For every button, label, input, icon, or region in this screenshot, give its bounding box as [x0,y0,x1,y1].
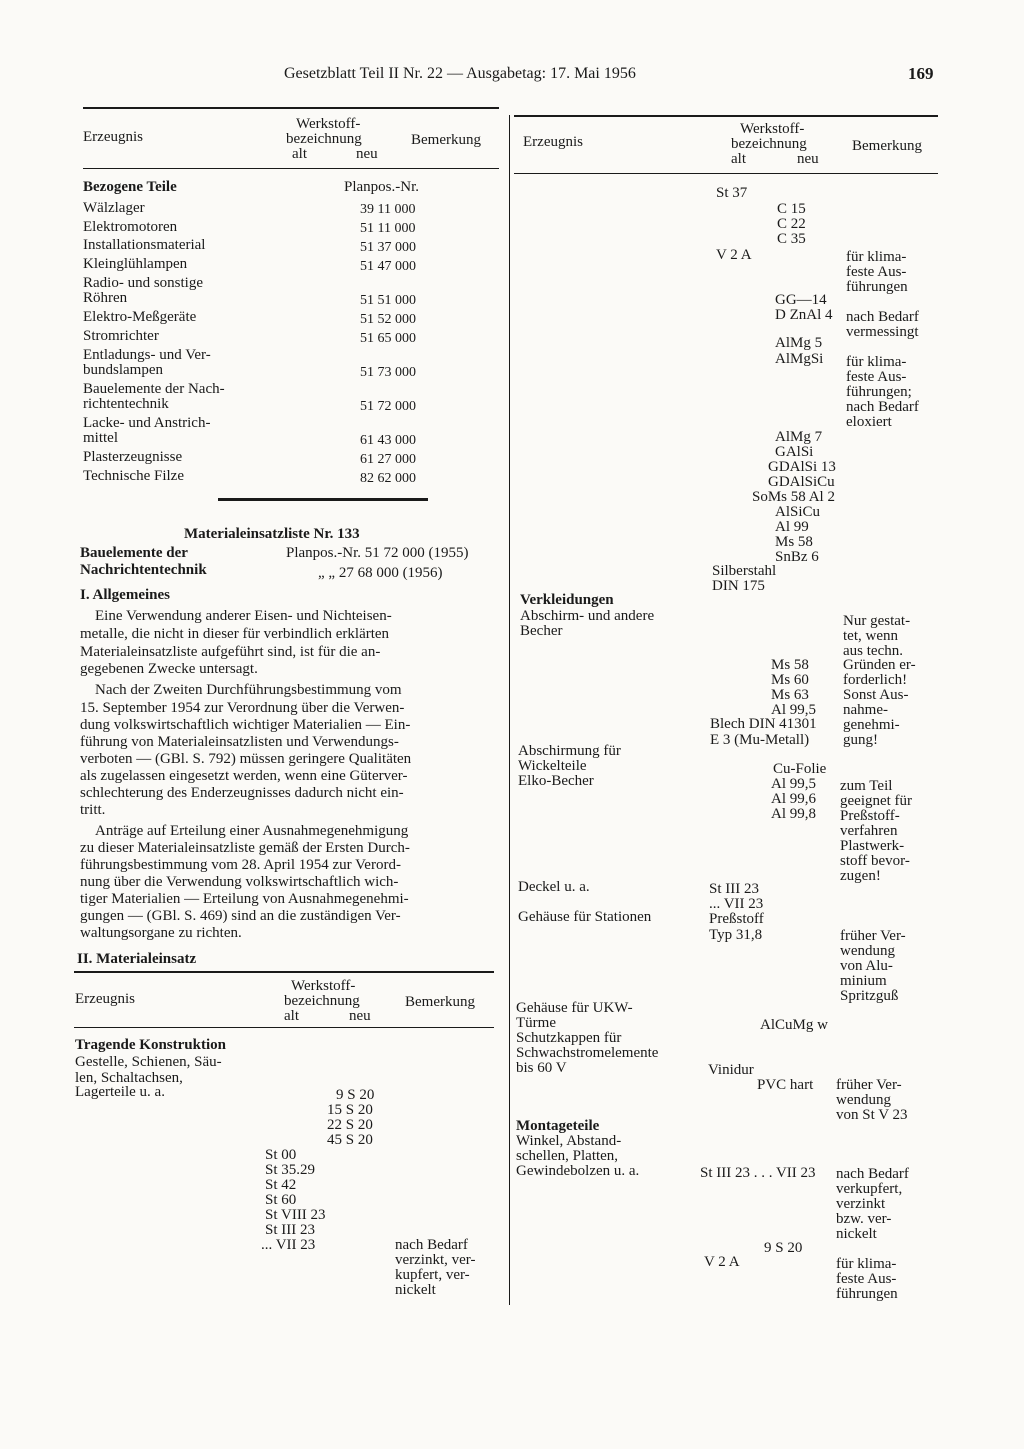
material-neu: SoMs 58 Al 2 [752,489,835,505]
remark-line: eloxiert [846,414,892,430]
mel-subtitle-2: Nachrichtentechnik [80,562,207,578]
material-neu: AlMg 5 [775,335,823,351]
mel-title: Materialeinsatzliste Nr. 133 [184,526,360,542]
para-line: führung von Materialeinsatzlisten und Verwendungs- [80,734,399,750]
remark-line: früher Ver- [840,928,906,944]
material-alt: V 2 A [716,247,752,263]
remark-line: stoff bevor- [840,853,910,869]
material-neu: 45 S 20 [327,1132,373,1148]
remark-line: von St V 23 [836,1107,908,1123]
list-item: Gehäuse für Stationen [518,909,652,925]
list-item: mittel [83,430,118,446]
remark-line: früher Ver- [836,1077,902,1093]
list-item: Röhren [83,290,128,306]
remark-line: nach Bedarf [395,1237,468,1253]
remark-line: für klima- [836,1256,897,1272]
material-neu: Ms 63 [771,687,809,703]
material-alt: Preßstoff [709,911,764,927]
list-item: Lacke- und Anstrich- [83,415,211,431]
material-alt: ... VII 23 [261,1237,316,1253]
material-neu: SnBz 6 [775,549,819,565]
remark-line: genehmi- [843,717,900,733]
planpos-number: 39 11 000 [360,202,416,217]
remark-line: feste Aus- [846,369,907,385]
col-head-bemerkung: Bemerkung [405,994,475,1010]
remark-line: Gründen er- [843,657,916,673]
remark-line: feste Aus- [836,1271,897,1287]
remark-line: Spritzguß [840,988,899,1004]
remark-line: minium [840,973,887,989]
material-alt: St 60 [265,1192,297,1208]
remark-line: Sonst Aus- [843,687,909,703]
planpos-number: 51 51 000 [360,293,416,308]
section-bezogene-teile: Bezogene Teile [83,179,177,195]
remark-line: zum Teil [840,778,893,794]
list-item: richtentechnik [83,396,169,412]
remark-line: wendung [840,943,895,959]
material-alt: St VIII 23 [265,1207,326,1223]
remark-line: zugen! [840,868,881,884]
list-item: Radio- und sonstige [83,275,203,291]
material-neu: C 35 [777,231,806,247]
remark-line: nach Bedarf [836,1166,909,1182]
table-top-rule [514,115,938,117]
remark-line: aus techn. [843,643,903,659]
material-alt: St III 23 [709,881,759,897]
planpos-number: 51 47 000 [360,259,416,274]
list-item: Türme [516,1015,556,1031]
remark-line: führungen [846,279,908,295]
remark-line: nickelt [395,1282,436,1298]
para-line: verboten — (GBl. S. 792) müssen geringere Qualitäten [80,751,412,767]
remark-line: von Alu- [840,958,893,974]
col-head-alt: alt [731,151,746,167]
material-neu: Al 99 [775,519,809,535]
section-materialeinsatz: II. Materialeinsatz [77,951,197,967]
material-neu: 9 S 20 [336,1087,375,1103]
remark-line: Nur gestat- [843,613,911,629]
table-header-rule [74,1027,494,1028]
material-neu: GDAlSiCu [768,474,835,490]
para-line: nung über die Verwendung volkswirtschaftlich wich- [80,874,399,890]
material-alt: V 2 A [704,1254,740,1270]
material-alt: St III 23 . . . VII 23 [700,1165,816,1181]
list-item: Gestelle, Schienen, Säu- [75,1054,222,1070]
para-line: gungen — (GBl. S. 469) sind an die zuständigen Ver- [80,908,401,924]
section-divider [218,498,428,501]
material-neu: AlMgSi [775,351,824,367]
material-neu: 15 S 20 [327,1102,373,1118]
list-item: schellen, Platten, [516,1148,619,1164]
material-neu: C 15 [777,201,806,217]
planpos-number: 51 37 000 [360,240,416,255]
material-neu: GDAlSi 13 [768,459,836,475]
remark-line: forderlich! [843,672,908,688]
material-alt: Vinidur [708,1062,754,1078]
remark-line: für klima- [846,249,907,265]
list-item: Schwachstromelemente [516,1045,659,1061]
list-item: Elektro-Meßgeräte [83,309,197,325]
material-alt: DIN 175 [712,578,765,594]
planpos-number: 51 65 000 [360,331,416,346]
para-line: waltungsorgane zu richten. [80,925,242,941]
remark-line: nach Bedarf [846,399,919,415]
list-item: Wickelteile [518,758,587,774]
remark-line: verzinkt [836,1196,886,1212]
planpos-number: 51 11 000 [360,221,416,236]
material-alt: St 35.29 [265,1162,316,1178]
list-item: Becher [520,623,563,639]
para-line: dung volkswirtschaftlich wichtiger Materialien — Ein- [80,717,411,733]
remark-line: nach Bedarf [846,309,919,325]
section-verkleidungen: Verkleidungen [520,592,614,608]
material-neu: Ms 60 [771,672,809,688]
planpos-number: 61 27 000 [360,452,416,467]
col-head-werkstoff: Werkstoff- [296,116,361,132]
planpos-number: 51 73 000 [360,365,416,380]
material-neu: AlCuMg w [760,1017,828,1033]
list-item: Gewindebolzen u. a. [516,1163,640,1179]
col-head-werkstoff: Werkstoff- [291,978,356,994]
planpos-number: 51 52 000 [360,312,416,327]
para-line: Anträge auf Erteilung einer Ausnahmegenehmigung [95,823,409,839]
mel-ref-1: Planpos.-Nr. 51 72 000 (1955) [286,545,469,561]
table-header-rule [514,173,938,174]
remark-line: vermessingt [846,324,919,340]
material-neu: PVC hart [757,1077,814,1093]
material-neu: GAlSi [775,444,814,460]
remark-line: verkupfert, [836,1181,903,1197]
material-neu: D ZnAl 4 [775,307,833,323]
material-alt: Typ 31,8 [709,927,763,943]
material-alt: St III 23 [265,1222,315,1238]
list-item: Bauelemente der Nach- [83,381,225,397]
col-head-erzeugnis: Erzeugnis [83,129,143,145]
material-neu: Al 99,5 [771,702,816,718]
para-line: Nach der Zweiten Durchführungsbestimmung vom [95,682,402,698]
material-alt: E 3 (Mu-Metall) [710,732,810,748]
section-tragende-konstruktion: Tragende Konstruktion [75,1037,226,1053]
remark-line: Preßstoff- [840,808,900,824]
para-line: schlechterung des Enderzeugnisses dadurch nicht ein- [80,785,404,801]
planpos-number: 51 72 000 [360,399,416,414]
list-item: Abschirm- und andere [520,608,655,624]
page-number: 169 [908,64,934,83]
material-neu: Ms 58 [775,534,813,550]
col-head-bezeichnung: bezeichnung [286,131,362,147]
material-alt: St 00 [265,1147,297,1163]
col-head-werkstoff: Werkstoff- [740,121,805,137]
col-head-alt: alt [292,146,307,162]
list-item: Wälzlager [83,200,145,216]
list-item: Deckel u. a. [518,879,590,895]
remark-line: gung! [843,732,878,748]
list-item: Plasterzeugnisse [83,449,183,465]
remark-line: kupfert, ver- [395,1267,470,1283]
table-top-rule [83,107,499,109]
remark-line: verfahren [840,823,898,839]
remark-line: Plastwerk- [840,838,905,854]
list-item: bundslampen [83,362,163,378]
list-item: Entladungs- und Ver- [83,347,211,363]
remark-line: nahme- [843,702,888,718]
para-line: als zugelassen eingesetzt werden, wenn eine Güterver- [80,768,408,784]
table-top-rule [74,971,494,973]
material-neu: Ms 58 [771,657,809,673]
list-item: Lagerteile u. a. [75,1084,165,1100]
remark-line: führungen; [846,384,912,400]
material-alt: Blech DIN 41301 [710,716,817,732]
material-alt: ... VII 23 [709,896,764,912]
mel-ref-2: „ „ 27 68 000 (1956) [318,565,443,581]
material-neu: 9 S 20 [764,1240,803,1256]
material-neu: C 22 [777,216,806,232]
col-head-erzeugnis: Erzeugnis [523,134,583,150]
material-neu: Al 99,5 [771,776,816,792]
para-line: gegebenen Zwecke untersagt. [80,661,258,677]
material-neu: Al 99,6 [771,791,816,807]
planpos-number: 82 62 000 [360,471,416,486]
section-montageteile: Montageteile [516,1118,600,1134]
remark-line: geeignet für [840,793,913,809]
list-item: Kleinglühlampen [83,256,188,272]
remark-line: wendung [836,1092,891,1108]
col-head-bezeichnung: bezeichnung [731,136,807,152]
remark-line: feste Aus- [846,264,907,280]
page-header-title: Gesetzblatt Teil II Nr. 22 — Ausgabetag: 17. Mai 1956 [284,65,636,82]
remark-line: für klima- [846,354,907,370]
table-header-rule [83,168,499,169]
para-line: führungsbestimmung vom 28. April 1954 zur Verord- [80,857,401,873]
list-item: Abschirmung für [518,743,621,759]
list-item: Elektromotoren [83,219,178,235]
planpos-number: 61 43 000 [360,433,416,448]
list-item: Installationsmaterial [83,237,206,253]
remark-line: tet, wenn [843,628,898,644]
para-line: tiger Materialien — Erteilung von Ausnahmegenehmi- [80,891,409,907]
material-alt: St 37 [716,185,748,201]
para-line: tritt. [80,802,106,818]
list-item: Stromrichter [83,328,159,344]
material-neu: GG—14 [775,292,827,308]
col-head-neu: neu [356,146,378,162]
para-line: Eine Verwendung anderer Eisen- und Nichteisen- [95,608,392,624]
column-divider [509,115,510,1305]
material-neu: AlMg 7 [775,429,823,445]
list-item: Technische Filze [83,468,184,484]
material-neu: 22 S 20 [327,1117,373,1133]
list-item: len, Schaltachsen, [75,1070,183,1086]
col-head-alt: alt [284,1008,299,1024]
remark-line: führungen [836,1286,898,1302]
para-line: metalle, die nicht in dieser für verbindlich erklärten [80,626,390,642]
col-head-bemerkung: Bemerkung [411,132,481,148]
section-allgemeines: I. Allgemeines [80,587,170,603]
list-item: Elko-Becher [518,773,594,789]
remark-line: verzinkt, ver- [395,1252,476,1268]
list-item: bis 60 V [516,1060,567,1076]
col-head-neu: neu [797,151,819,167]
list-item: Winkel, Abstand- [516,1133,622,1149]
planpos-label: Planpos.-Nr. [344,179,419,195]
material-neu: Al 99,8 [771,806,816,822]
col-head-bezeichnung: bezeichnung [284,993,360,1009]
remark-line: nickelt [836,1226,877,1242]
list-item: Schutzkappen für [516,1030,622,1046]
para-line: Materialeinsatzliste aufgeführt sind, ist für die an- [80,644,381,660]
col-head-bemerkung: Bemerkung [852,138,922,154]
material-alt: St 42 [265,1177,297,1193]
para-line: 15. September 1954 zur Verordnung über die Verwen- [80,700,405,716]
material-neu: AlSiCu [775,504,821,520]
material-neu: Cu-Folie [773,761,827,777]
mel-subtitle-1: Bauelemente der [80,545,188,561]
list-item: Gehäuse für UKW- [516,1000,633,1016]
col-head-erzeugnis: Erzeugnis [75,991,135,1007]
col-head-neu: neu [349,1008,371,1024]
material-alt: Silberstahl [712,563,777,579]
remark-line: bzw. ver- [836,1211,892,1227]
para-line: zu dieser Materialeinsatzliste gemäß der Ersten Durch- [80,840,410,856]
